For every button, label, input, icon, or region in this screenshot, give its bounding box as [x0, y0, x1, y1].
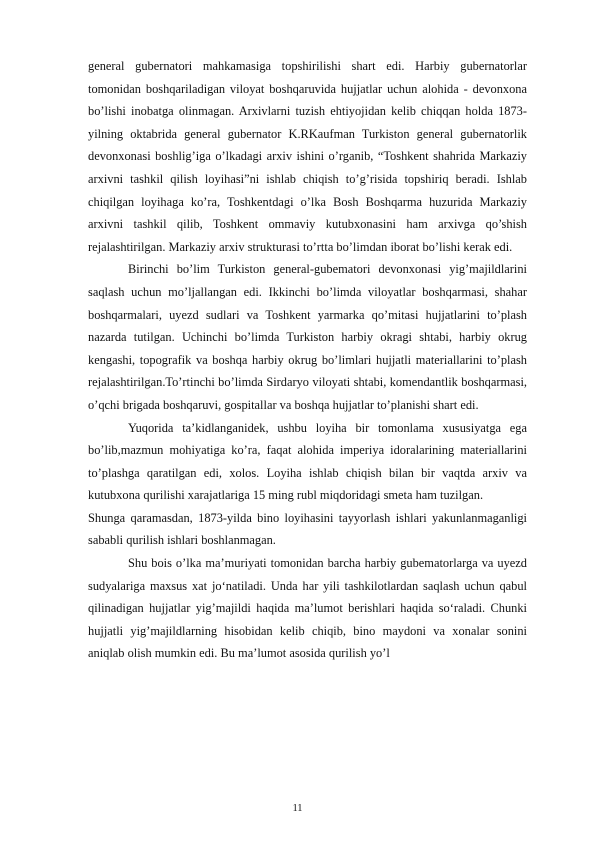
paragraph-2: Birinchi bo’lim Turkiston general-gubematori devonxonasi yig’majildlarini saqlash uchun mo’ljallangan edi. Ikkinchi bo’limda viloyatlar boshqarmasi, shahar boshqarmalari, uyezd sudlari va Toshkent yarmarka qo’mitasi hujjatlarini to’plash nazarda tutilgan. Uchinchi bo’limda Turkiston harbiy okragi shtabi, harbiy okrug kengashi, topografik va boshqa harbiy okrug bo’limlari hujjatli materiallarini to’plash rejalashtirilgan.To’rtinchi bo’limda Sirdaryo viloyati shtabi, komendantlik boshqarmasi, o’qchi brigada boshqaruvi, gospitallar va boshqa hujjatlar to’planishi shart edi.: [88, 262, 527, 412]
paragraph-3: Yuqorida ta’kidlanganidek, ushbu loyiha bir tomonlama xususiyatga ega bo’lib,mazmun mohiyatiga ko’ra, faqat alohida imperiya idoralarining materiallarini to’plashga qaratilgan edi, xolos. Loyiha ishlab chiqish bilan bir vaqtda arxiv va kutubxona qurilishi xarajatlariga 15 ming rubl miqdoridagi smeta ham tuzilgan.: [88, 420, 527, 503]
paragraph-5: Shu bois o’lka ma’muriyati tomonidan barcha harbiy gubematorlarga va uyezd sudyalariga maxsus xat jo‘natiladi. Unda har yili tashkilotlardan saqlash uchun qabul qilinadigan hujjatlar yig’majildi haqida ma’lumot berishlari haqida so‘raladi. Chunki hujjatli yig’majildlarning hisobidan kelib chiqib, bino maydoni va xonalar sonini aniqlab olish mumkin edi. Bu ma’lumot asosida qurilish yo’l: [88, 556, 527, 661]
body-text: [88, 55, 527, 665]
page-number: 11: [292, 803, 303, 814]
paragraph-4: Shunga qaramasdan, 1873-yilda bino loyihasini tayyorlash ishlari yakunlanmaganligi sababli qurilish ishlari boshlanmagan.: [88, 510, 527, 548]
paragraph-1: general gubernatori mahkamasiga topshirilishi shart edi. Harbiy gubernatorlar tomonidan boshqariladigan viloyat boshqaruvida hujjatlar uchun alohida - devonxona bo’lishi inobatga olinmagan. Arxivlarni tuzish ehtiyojidan kelib chiqqan holda 1873-yilning oktabrida general gubernator K.RKaufman Turkiston general gubernatorlik devonxonasi boshlig’iga o’lkadagi arxiv ishini o’rganib, “Toshkent shahrida Markaziy arxivni tashkil qilish loyihasi”ni ishlab chiqish to’g’risida topshiriq beradi. Ishlab chiqilgan loyihaga ko’ra, Toshkentdagi o’lka Bosh Boshqarma huzurida Markaziy arxivni tashkil qilib, Toshkent ommaviy kutubxonasini ham arxivga qo’shish rejalashtirilgan. Markaziy arxiv strukturasi to’rtta bo’limdan iborat bo’lishi kerak edi.: [88, 59, 527, 254]
